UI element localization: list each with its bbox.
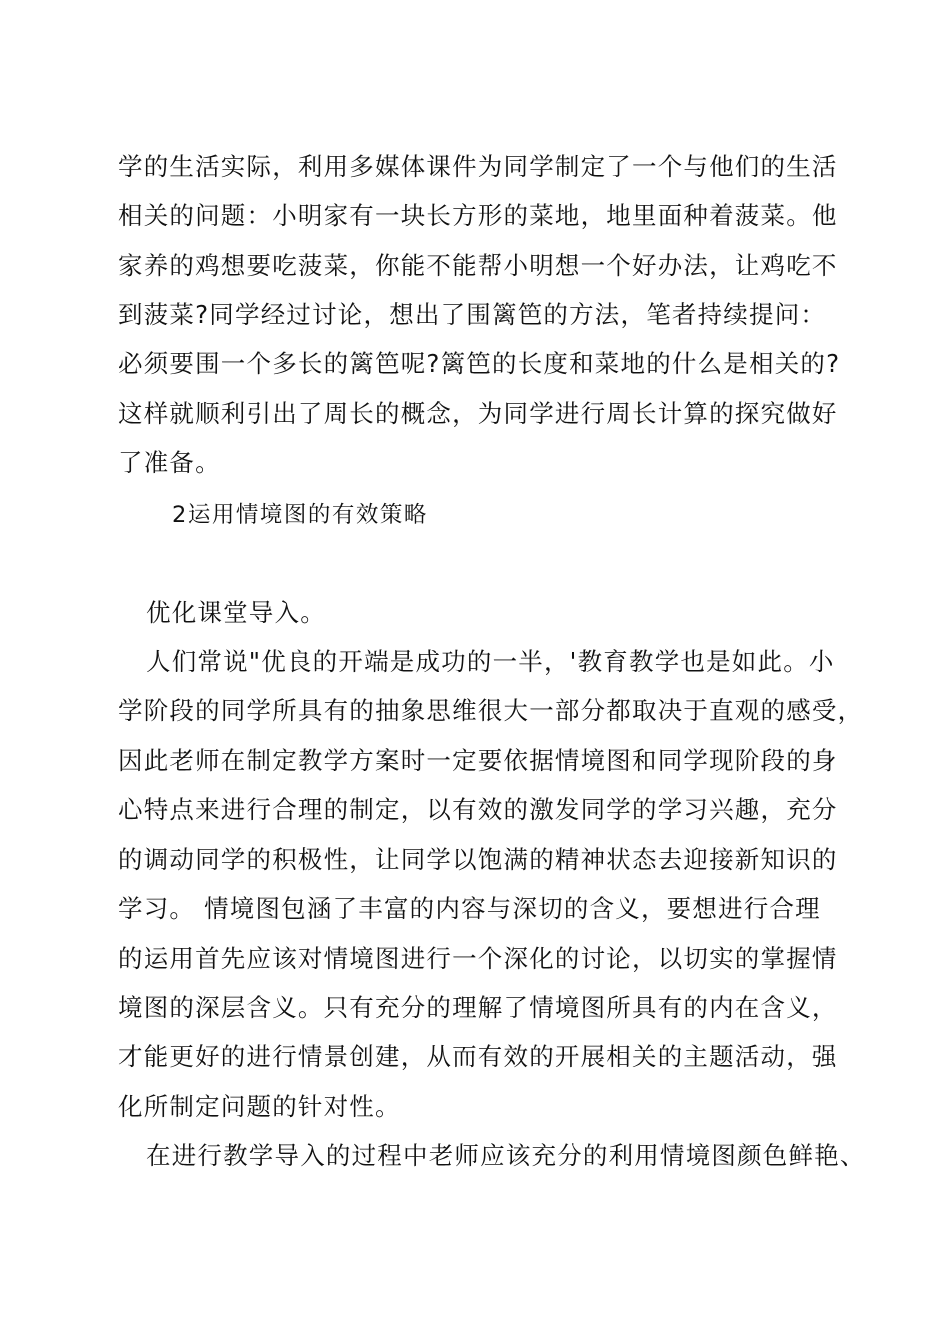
paragraph-2-line-1: 人们常说"优良的开端是成功的一半，'教育教学也是如此。小 [146,647,835,676]
paragraph-2-line-8: 境图的深层含义。只有充分的理解了情境图所具有的内在含义， [118,993,838,1022]
paragraph-2-line-7: 的运用首先应该对情境图进行一个深化的讨论，以切实的掌握情 [118,944,838,973]
paragraph-2-line-10: 化所制定问题的针对性。 [118,1092,401,1121]
paragraph-1-line-4: 到菠菜?同学经过讨论，想出了围篱笆的方法，笔者持续提问： [118,300,827,329]
paragraph-3-line-1: 在进行教学导入的过程中老师应该充分的利用情境图颜色鲜艳、 [146,1141,866,1170]
paragraph-2-line-3: 因此老师在制定教学方案时一定要依据情境图和同学现阶段的身 [118,746,838,775]
paragraph-1-line-2: 相关的问题：小明家有一块长方形的菜地，地里面种着菠菜。他 [118,201,838,230]
paragraph-1-line-3: 家养的鸡想要吃菠菜，你能不能帮小明想一个好办法，让鸡吃不 [118,251,838,280]
paragraph-1-line-7: 了准备。 [118,448,221,477]
paragraph-2-line-4: 心特点来进行合理的制定，以有效的激发同学的学习兴趣，充分 [118,795,838,824]
paragraph-2-line-9: 才能更好的进行情景创建，从而有效的开展相关的主题活动，强 [118,1042,838,1071]
paragraph-1-line-1: 学的生活实际，利用多媒体课件为同学制定了一个与他们的生活 [118,152,838,181]
paragraph-2-line-5: 的调动同学的积极性，让同学以饱满的精神状态去迎接新知识的 [118,845,838,874]
paragraph-1-line-5: 必须要围一个多长的篱笆呢?篱笆的长度和菜地的什么是相关的? [118,349,841,378]
paragraph-2-line-6: 学习。 情境图包涵了丰富的内容与深切的含义，要想进行合理 [118,894,821,923]
subheading: 优化课堂导入。 [146,598,326,627]
paragraph-1-line-6: 这样就顺利引出了周长的概念，为同学进行周长计算的探究做好 [118,399,838,428]
section-heading: 2运用情境图的有效策略 [172,502,428,528]
paragraph-2-line-2: 学阶段的同学所具有的抽象思维很大一部分都取决于直观的感受， [118,696,864,725]
